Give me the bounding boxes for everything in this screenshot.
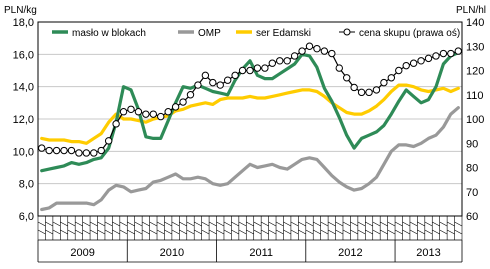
month-mark	[380, 230, 387, 234]
month-mark	[321, 222, 328, 226]
series-point	[83, 150, 89, 156]
series-point	[284, 58, 290, 64]
month-mark	[202, 222, 209, 226]
right-tick-label: 80	[466, 162, 479, 175]
series-point	[455, 48, 461, 54]
month-mark	[83, 230, 90, 234]
month-mark	[105, 230, 112, 234]
month-mark	[328, 230, 335, 234]
month-mark	[336, 230, 343, 234]
left-tick-label: 8,0	[18, 178, 34, 191]
month-mark	[112, 222, 119, 226]
month-mark	[246, 222, 253, 226]
month-mark	[306, 222, 313, 226]
series-point	[410, 60, 416, 66]
month-mark	[179, 222, 186, 226]
month-mark	[127, 230, 134, 234]
right-tick-label: 110	[466, 89, 484, 102]
series-point	[366, 89, 372, 95]
grid	[38, 22, 462, 216]
series-point	[277, 58, 283, 64]
month-mark	[164, 230, 171, 234]
month-mark	[350, 222, 357, 226]
month-mark	[328, 222, 335, 226]
month-mark	[142, 230, 149, 234]
month-mark	[194, 230, 201, 234]
month-mark	[135, 230, 142, 234]
series-layer	[39, 43, 462, 209]
month-mark	[187, 222, 194, 226]
series-point	[291, 53, 297, 59]
month-mark	[209, 222, 216, 226]
series-point	[425, 55, 431, 61]
month-mark	[388, 222, 395, 226]
month-mark	[440, 222, 447, 226]
month-mark	[395, 230, 402, 234]
month-mark	[298, 222, 305, 226]
series-point	[247, 67, 253, 73]
month-mark	[246, 230, 253, 234]
right-tick-label: 140	[466, 17, 485, 29]
right-axis-unit: PLN/hl	[455, 5, 486, 16]
month-mark	[306, 230, 313, 234]
month-mark	[455, 222, 462, 226]
year-label: 2009	[70, 247, 95, 259]
month-mark	[217, 230, 224, 234]
series-point	[440, 50, 446, 56]
month-mark	[68, 222, 75, 226]
left-tick-label: 16,0	[12, 49, 34, 62]
series-point	[314, 45, 320, 51]
series-line-1	[42, 108, 459, 210]
month-mark	[239, 230, 246, 234]
month-mark	[202, 230, 209, 234]
month-mark	[291, 230, 298, 234]
month-mark	[172, 222, 179, 226]
series-point	[150, 111, 156, 117]
year-label: 2013	[416, 247, 441, 259]
month-mark	[60, 230, 67, 234]
month-mark	[432, 230, 439, 234]
left-tick-label: 18,0	[12, 17, 34, 29]
right-tick-label: 90	[466, 138, 479, 151]
series-point	[165, 109, 171, 115]
legend-label: OMP	[198, 28, 221, 39]
series-point	[98, 147, 104, 153]
left-tick-label: 12,0	[12, 114, 34, 126]
series-point	[388, 75, 394, 81]
month-mark	[83, 222, 90, 226]
month-mark	[373, 222, 380, 226]
year-label: 2012	[338, 247, 363, 259]
month-mark	[336, 222, 343, 226]
month-mark	[283, 230, 290, 234]
month-mark	[157, 230, 164, 234]
month-mark	[395, 222, 402, 226]
month-mark	[179, 230, 186, 234]
month-mark	[373, 230, 380, 234]
series-point	[202, 72, 208, 78]
month-mark	[455, 230, 462, 234]
series-point	[396, 67, 402, 73]
series-point	[329, 50, 335, 56]
month-mark	[402, 230, 409, 234]
month-mark	[90, 222, 97, 226]
month-mark	[447, 230, 454, 234]
series-point	[158, 113, 164, 119]
month-mark	[410, 222, 417, 226]
series-point	[433, 53, 439, 59]
series-point	[68, 147, 74, 153]
x-axis-area	[38, 216, 462, 262]
month-mark	[269, 222, 276, 226]
month-mark	[135, 222, 142, 226]
series-point	[210, 79, 216, 85]
month-mark	[343, 230, 350, 234]
right-tick-label: 130	[466, 41, 485, 54]
series-point	[336, 65, 342, 71]
month-mark	[313, 222, 320, 226]
series-point	[120, 109, 126, 115]
series-point	[180, 99, 186, 105]
series-point	[39, 145, 45, 151]
series-point	[217, 82, 223, 88]
left-tick-label: 14,0	[12, 81, 34, 94]
month-mark	[90, 230, 97, 234]
month-mark	[417, 222, 424, 226]
month-mark	[417, 230, 424, 234]
left-axis-unit: PLN/kg	[4, 5, 37, 16]
month-mark	[38, 222, 45, 226]
month-mark	[432, 222, 439, 226]
month-mark	[254, 222, 261, 226]
series-point	[321, 48, 327, 54]
month-mark	[150, 222, 157, 226]
series-point	[262, 65, 268, 71]
month-mark	[365, 222, 372, 226]
year-label: 2010	[159, 247, 185, 259]
series-point	[344, 75, 350, 81]
month-mark	[187, 230, 194, 234]
series-point	[254, 65, 260, 71]
year-label: 2011	[249, 247, 273, 259]
month-mark	[157, 222, 164, 226]
month-mark	[254, 230, 261, 234]
month-mark	[209, 230, 216, 234]
series-point	[105, 138, 111, 144]
month-mark	[239, 222, 246, 226]
series-point	[143, 111, 149, 117]
month-mark	[321, 230, 328, 234]
month-mark	[38, 230, 45, 234]
legend-label: cena skupu (prawa oś)	[359, 28, 461, 39]
month-mark	[164, 222, 171, 226]
series-point	[373, 87, 379, 93]
month-mark	[283, 222, 290, 226]
legend-label: masło w blokach	[72, 28, 146, 39]
series-point	[418, 58, 424, 64]
right-tick-label: 120	[466, 65, 485, 78]
month-mark	[53, 230, 60, 234]
series-point	[113, 121, 119, 127]
right-tick-label: 100	[466, 114, 485, 126]
month-mark	[358, 230, 365, 234]
legend-label: ser Edamski	[256, 28, 312, 39]
month-mark	[120, 230, 127, 234]
month-mark	[68, 230, 75, 234]
series-point	[76, 150, 82, 156]
series-point	[306, 43, 312, 49]
right-tick-label: 70	[466, 186, 479, 199]
series-point	[351, 84, 357, 90]
month-mark	[120, 222, 127, 226]
month-mark	[60, 222, 67, 226]
month-mark	[150, 230, 157, 234]
month-mark	[45, 222, 52, 226]
month-mark	[425, 230, 432, 234]
month-mark	[224, 230, 231, 234]
month-mark	[45, 230, 52, 234]
month-mark	[194, 222, 201, 226]
month-mark	[343, 222, 350, 226]
month-mark	[410, 230, 417, 234]
month-mark	[231, 230, 238, 234]
series-line-2	[42, 85, 459, 143]
series-point	[269, 60, 275, 66]
month-mark	[291, 222, 298, 226]
month-mark	[380, 222, 387, 226]
series-point	[239, 67, 245, 73]
series-point	[448, 50, 454, 56]
month-mark	[261, 222, 268, 226]
month-mark	[350, 230, 357, 234]
month-mark	[358, 222, 365, 226]
legend	[40, 23, 460, 43]
month-mark	[172, 230, 179, 234]
series-point	[187, 92, 193, 98]
right-tick-label: 60	[466, 211, 479, 223]
month-mark	[231, 222, 238, 226]
series-point	[53, 147, 59, 153]
series-point	[358, 89, 364, 95]
month-mark	[142, 222, 149, 226]
series-point	[135, 109, 141, 115]
series-point	[128, 106, 134, 112]
month-mark	[276, 222, 283, 226]
series-point	[299, 48, 305, 54]
series-point	[61, 147, 67, 153]
month-mark	[425, 222, 432, 226]
month-mark	[98, 222, 105, 226]
series-point	[403, 62, 409, 68]
series-point	[172, 104, 178, 110]
month-mark	[75, 230, 82, 234]
series-point	[91, 150, 97, 156]
month-mark	[217, 222, 224, 226]
month-mark	[365, 230, 372, 234]
series-point	[195, 82, 201, 88]
month-mark	[127, 222, 134, 226]
series-point	[224, 77, 230, 83]
month-mark	[75, 222, 82, 226]
month-mark	[440, 230, 447, 234]
month-mark	[276, 230, 283, 234]
month-mark	[447, 222, 454, 226]
left-tick-labels	[13, 17, 34, 223]
month-mark	[224, 222, 231, 226]
month-mark	[53, 222, 60, 226]
month-mark	[261, 230, 268, 234]
legend-swatch-marker	[344, 29, 350, 35]
series-point	[46, 147, 52, 153]
month-mark	[402, 222, 409, 226]
month-mark	[313, 230, 320, 234]
left-tick-label: 10,0	[12, 146, 34, 159]
month-mark	[112, 230, 119, 234]
month-mark	[105, 222, 112, 226]
right-tick-labels	[466, 17, 484, 223]
month-mark	[298, 230, 305, 234]
month-mark	[388, 230, 395, 234]
month-mark	[98, 230, 105, 234]
series-point	[232, 72, 238, 78]
left-tick-label: 6,0	[18, 211, 34, 223]
month-mark	[269, 230, 276, 234]
series-point	[381, 79, 387, 85]
